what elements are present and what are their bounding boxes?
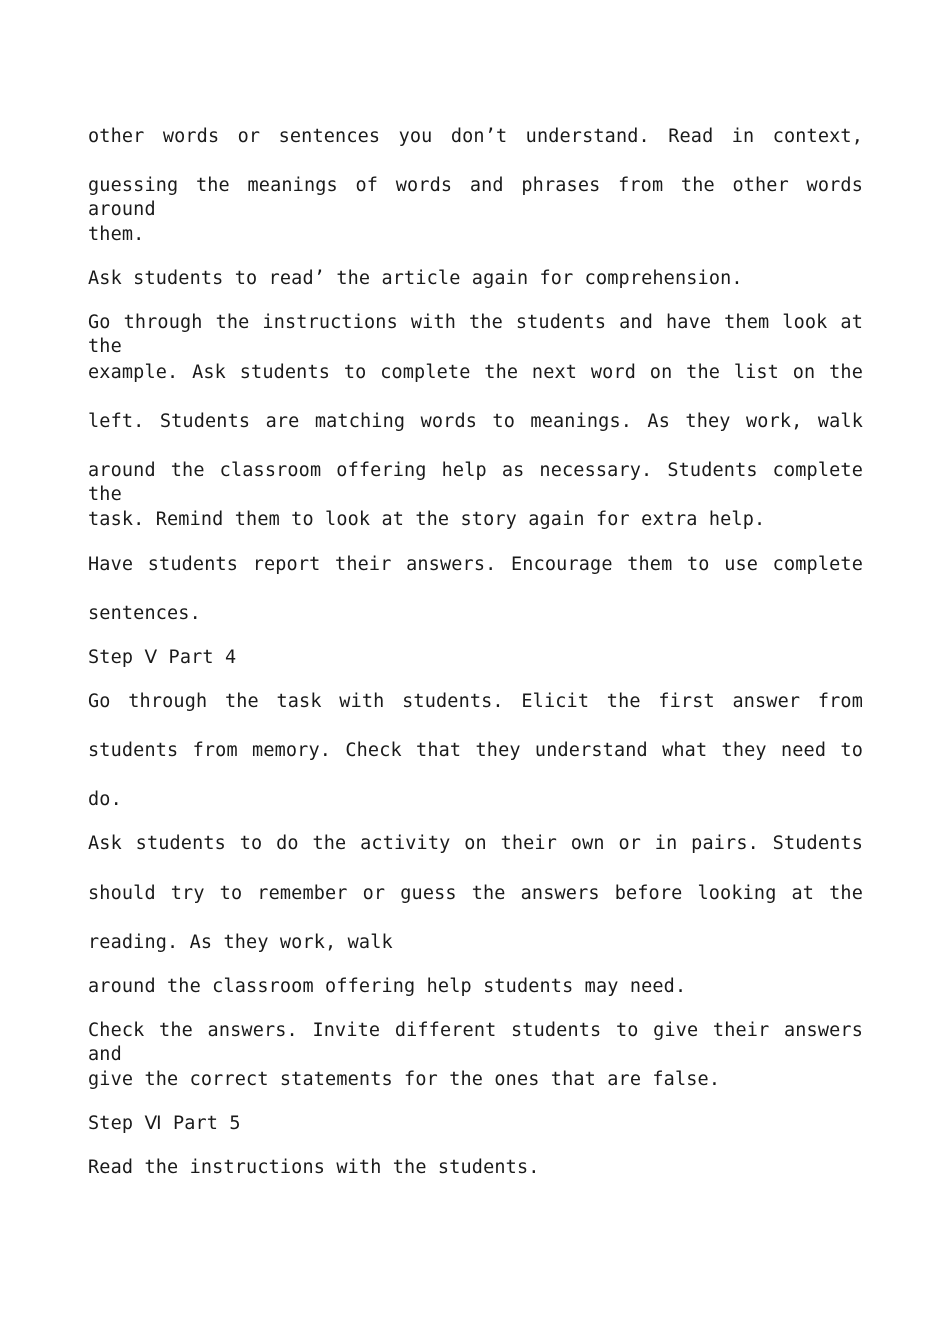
text-line: around the classroom offering help as necessary. Students complete the: [88, 460, 863, 505]
text-line: them.: [88, 224, 145, 245]
text-line: reading. As they work, walk: [88, 932, 393, 953]
text-line: around the classroom offering help students may need.: [88, 976, 687, 997]
text-line: should try to remember or guess the answers before looking at the: [88, 883, 863, 904]
text-line: students from memory. Check that they understand what they need to: [88, 740, 863, 761]
text-line: example. Ask students to complete the next word on the list on the: [88, 362, 863, 383]
text-line: task. Remind them to look at the story again for extra help.: [88, 509, 766, 530]
step-heading: Step Ⅴ Part 4: [88, 647, 237, 668]
text-line: Go through the task with students. Elicit the first answer from: [88, 691, 863, 712]
text-line: sentences.: [88, 603, 201, 624]
text-line: Check the answers. Invite different students to give their answers and: [88, 1020, 863, 1065]
text-line: give the correct statements for the ones that are false.: [88, 1069, 721, 1090]
text-line: Ask students to read’ the article again for comprehension.: [88, 268, 743, 289]
text-line: other words or sentences you don’t understand. Read in context,: [88, 126, 863, 147]
text-line: left. Students are matching words to meanings. As they work, walk: [88, 411, 863, 432]
text-line: Ask students to do the activity on their own or in pairs. Students: [88, 833, 863, 854]
text-line: Read the instructions with the students.: [88, 1157, 540, 1178]
text-line: Have students report their answers. Encourage them to use complete: [88, 554, 863, 575]
text-line: Go through the instructions with the students and have them look at the: [88, 312, 863, 357]
text-line: do.: [88, 789, 122, 810]
step-heading: Step Ⅵ Part 5: [88, 1113, 241, 1134]
text-line: guessing the meanings of words and phrases from the other words around: [88, 175, 863, 220]
